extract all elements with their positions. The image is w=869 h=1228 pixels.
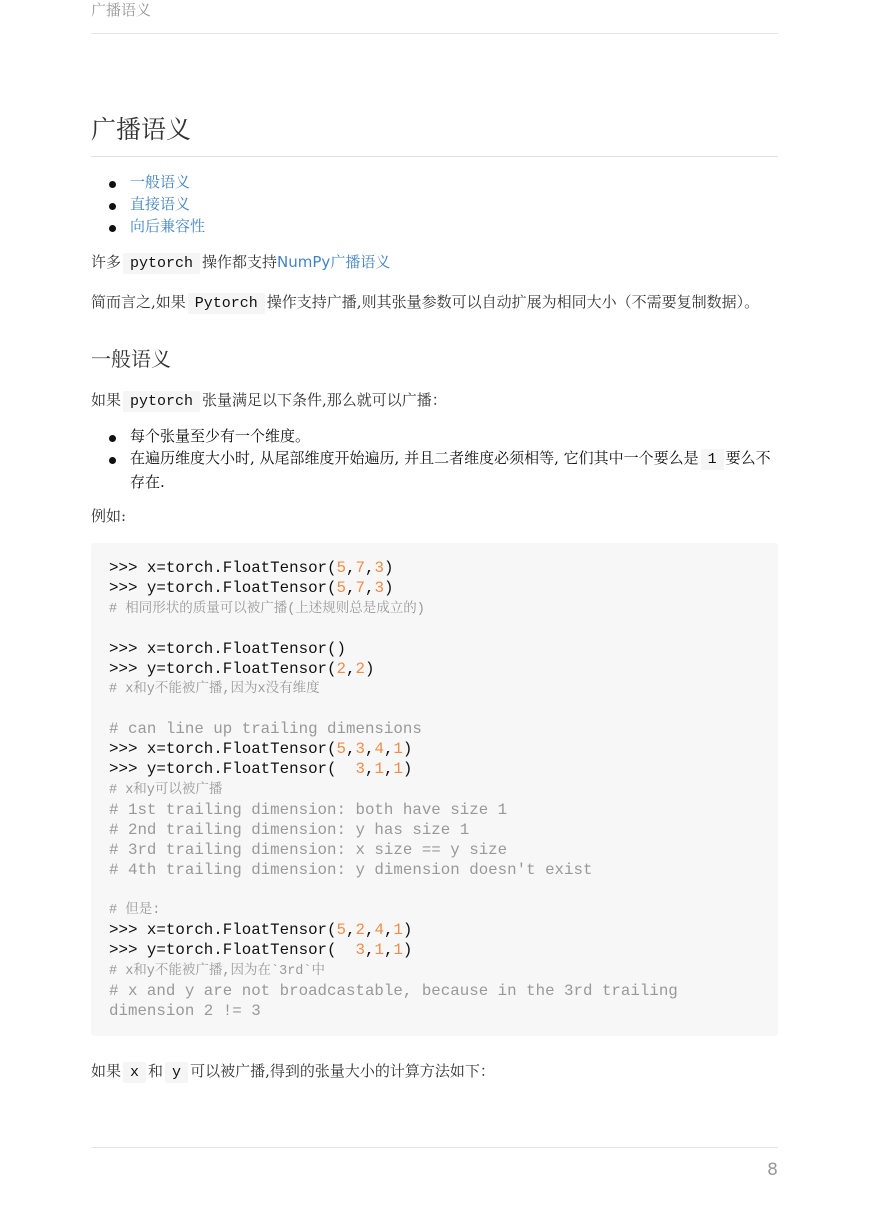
code-line — [109, 599, 760, 620]
code-text: , — [383, 740, 394, 759]
code-number: 3 — [374, 578, 384, 597]
code-text: , — [383, 941, 394, 960]
code-comment: # x和y不能被广播,因为x没有维度 — [109, 682, 320, 698]
code-line — [109, 700, 760, 720]
code-text: >>> x=torch.FloatTensor( — [109, 559, 337, 577]
summary-suffix: 操作支持广播,则其张量参数可以自动扩展为相同大小（不需要复制数据）。 — [266, 293, 760, 311]
section-heading-general-semantics: 一般语义 — [91, 347, 171, 371]
code-text: , — [364, 740, 375, 759]
code-text: ) — [402, 941, 413, 960]
page-title: 广播语义 — [91, 110, 778, 157]
code-number: 3 — [374, 559, 384, 577]
condition-suffix: 张量满足以下条件,那么就可以广播： — [202, 391, 447, 409]
code-comment: # x和y可以被广播 — [109, 782, 223, 798]
code-text: , — [346, 659, 356, 678]
code-text: , — [346, 740, 356, 759]
code-text: >>> x=torch.FloatTensor() — [109, 639, 346, 658]
intro-prefix: 许多 — [91, 253, 122, 271]
code-line — [109, 780, 760, 801]
code-text: ) — [402, 740, 413, 759]
code-text: , — [364, 578, 375, 597]
code-text: , — [346, 559, 356, 577]
code-text: ) — [383, 559, 394, 577]
code-text: ) — [364, 659, 375, 678]
code-comment: # 1st trailing dimension: both have size 1 — [109, 800, 508, 819]
code-text: >>> y=torch.FloatTensor( — [109, 578, 337, 597]
page-number: 8 — [767, 1160, 778, 1180]
summary-prefix: 简而言之,如果 — [91, 293, 186, 311]
code-line — [109, 941, 760, 961]
intro-middle: 操作都支持 — [202, 253, 278, 271]
toc-link-in-place-semantics[interactable]: 直接语义 — [109, 193, 778, 215]
code-number: 7 — [355, 578, 365, 597]
numpy-link-cjk[interactable]: 广播语义 — [330, 253, 391, 271]
code-number: 1 — [393, 740, 403, 759]
code-block — [91, 543, 778, 1036]
code-line — [109, 821, 760, 841]
code-text: ) — [402, 921, 413, 940]
code-comment: # 相同形状的质量可以被广播(上述规则总是成立的) — [109, 601, 425, 617]
running-header: 广播语义 — [91, 0, 778, 34]
inline-code-pytorch-2: pytorch — [123, 391, 200, 412]
result-size-paragraph — [91, 1060, 778, 1084]
code-text: >>> y=torch.FloatTensor( — [109, 659, 337, 678]
toc-link-general-semantics[interactable]: 一般语义 — [109, 171, 778, 193]
condition-item-1: 每个张量至少有一个维度。 — [109, 425, 778, 447]
code-number: 5 — [336, 578, 346, 597]
code-line — [109, 982, 760, 1022]
code-number: 4 — [374, 740, 384, 759]
condition-item-2 — [109, 447, 778, 493]
footer-rule — [91, 1147, 778, 1148]
intro-paragraph — [91, 251, 778, 275]
code-number: 5 — [336, 740, 346, 759]
code-comment: # x and y are not broadcastable, because in the 3rd trailing dimension 2 != 3 — [109, 981, 688, 1020]
inline-code-pytorch: pytorch — [123, 253, 200, 274]
inline-code-x: x — [123, 1062, 146, 1083]
code-line — [109, 861, 760, 881]
summary-paragraph — [91, 291, 778, 315]
table-of-contents — [91, 171, 778, 237]
code-text: >>> y=torch.FloatTensor( — [109, 760, 356, 779]
code-number: 7 — [355, 559, 365, 577]
code-text: >>> x=torch.FloatTensor( — [109, 740, 337, 759]
code-number: 1 — [374, 941, 384, 960]
code-number: 5 — [336, 559, 346, 577]
code-text: , — [346, 921, 356, 940]
condition-prefix: 如果 — [91, 391, 122, 409]
code-comment: # x和y不能被广播,因为在`3rd`中 — [109, 964, 326, 980]
code-line — [109, 760, 760, 780]
code-line — [109, 640, 760, 660]
code-text: , — [383, 760, 394, 779]
code-comment: # can line up trailing dimensions — [109, 720, 422, 739]
code-number: 3 — [355, 941, 365, 960]
code-line — [109, 900, 760, 921]
code-number: 3 — [355, 740, 365, 759]
code-line — [109, 921, 760, 941]
code-text: , — [364, 941, 375, 960]
code-number: 2 — [336, 659, 346, 678]
code-text: , — [364, 921, 375, 940]
code-line — [109, 559, 760, 579]
code-line — [109, 880, 760, 900]
inline-code-y: y — [165, 1062, 188, 1083]
code-line — [109, 660, 760, 680]
code-text: , — [364, 760, 375, 779]
code-number: 1 — [393, 760, 403, 779]
code-number: 1 — [393, 921, 403, 940]
numpy-broadcasting-link[interactable] — [277, 253, 390, 271]
condition-item-2-suffix: 要么不存在. — [130, 449, 771, 491]
toc-link-backwards-compatibility[interactable]: 向后兼容性 — [109, 215, 778, 237]
code-line — [109, 579, 760, 599]
example-label: 例如: — [91, 507, 127, 525]
code-line — [109, 801, 760, 821]
result-suffix: 可以被广播,得到的张量大小的计算方法如下： — [190, 1061, 495, 1080]
condition-item-2-text: 在遍历维度大小时, 从尾部维度开始遍历, 并且二者维度必须相等, 它们其中一个要么是 — [130, 449, 699, 467]
code-line — [109, 679, 760, 700]
page-content — [91, 110, 778, 1084]
code-line — [109, 961, 760, 982]
code-number: 1 — [393, 941, 403, 960]
code-comment: # 3rd trailing dimension: x size == y size — [109, 840, 508, 859]
condition-list — [91, 425, 778, 493]
result-and: 和 — [148, 1061, 164, 1080]
code-line — [109, 720, 760, 740]
code-text: , — [346, 578, 356, 597]
code-comment: # 4th trailing dimension: y dimension doesn't exist — [109, 860, 593, 879]
code-text: >>> y=torch.FloatTensor( — [109, 941, 356, 960]
code-comment: # 2nd trailing dimension: y has size 1 — [109, 820, 470, 839]
code-number: 5 — [336, 921, 346, 940]
code-number: 4 — [374, 921, 384, 940]
inline-code-one: 1 — [701, 449, 724, 470]
code-line — [109, 841, 760, 861]
numpy-link-latin[interactable]: NumPy — [277, 253, 331, 271]
result-prefix: 如果 — [91, 1061, 122, 1080]
inline-code-Pytorch: Pytorch — [188, 293, 265, 314]
code-number: 3 — [355, 760, 365, 779]
code-text: ) — [402, 760, 413, 779]
code-line — [109, 620, 760, 640]
code-text: , — [383, 921, 394, 940]
condition-intro — [91, 389, 778, 413]
code-number: 2 — [355, 921, 365, 940]
code-line — [109, 740, 760, 760]
code-text: ) — [383, 578, 394, 597]
code-number: 1 — [374, 760, 384, 779]
code-text: >>> x=torch.FloatTensor( — [109, 921, 337, 940]
code-text: , — [364, 559, 375, 577]
code-number: 2 — [355, 659, 365, 678]
code-comment: # 但是: — [109, 903, 161, 919]
